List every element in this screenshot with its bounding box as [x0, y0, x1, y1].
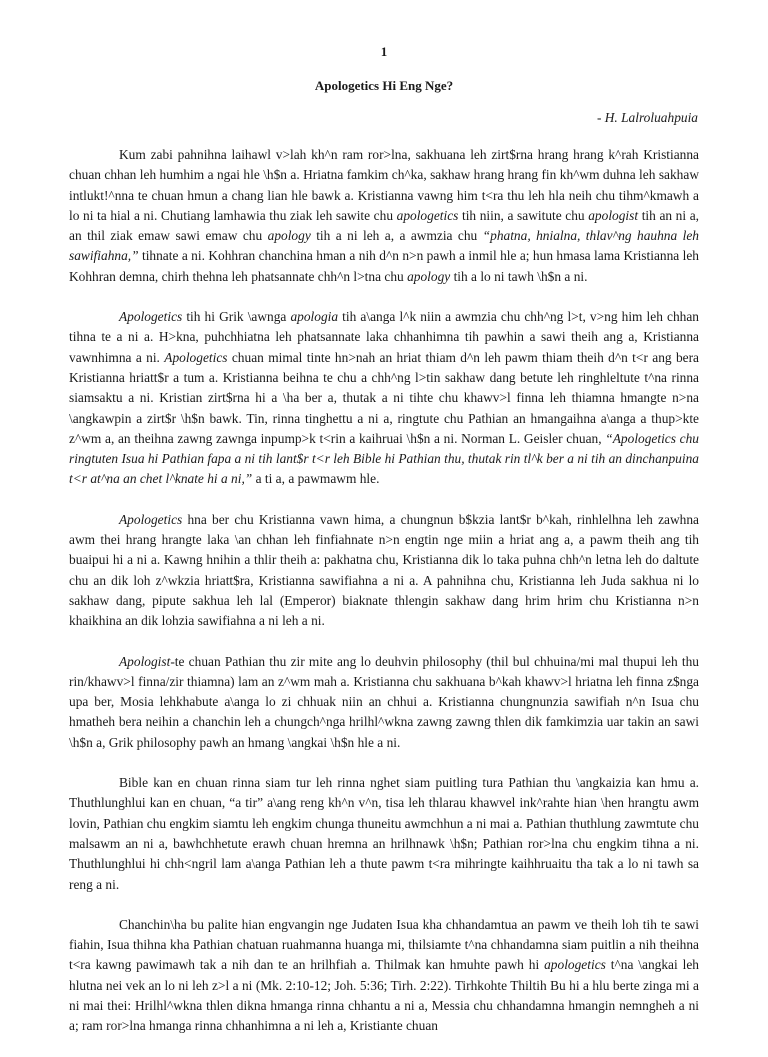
italic-text-run: “phatna, hnialna, thlav^ng hauhna leh sawifiahna,”	[69, 228, 699, 264]
page-number: 1	[380, 44, 388, 59]
italic-text-run: apologia	[290, 309, 339, 325]
italic-text-run: Apologetics	[164, 349, 228, 365]
italic-text-run: “Apologetics chu ringtuten Isua hi Pathian fapa a ni tih lant$r t<r leh Bible hi Pathian thu, thutak rin tl^k ber a ni tih an dinchanpuina t<r at^na an chet l^knate hi a ni,”	[69, 430, 699, 487]
italic-text-run: Apologist	[119, 653, 171, 669]
italic-text-run: apology	[407, 268, 451, 284]
italic-text-run: apology	[267, 228, 311, 244]
text-run: a ti a, a pawmawm hle.	[252, 471, 380, 487]
italic-text-run: apologetics	[544, 957, 606, 973]
text-run: tih a ni leh a, a awmzia chu	[310, 228, 483, 244]
text-run: t^na \angkai leh hlutna nei vek an lo ni leh z>l a ni (Mk. 2:10-12; Joh. 5:36; Tirh. 2:22). Tirhkohte Thiltih Bu hi a hlu berte zinga mi a ni mai thei: Hrilhl^wkna thlen dikna hmanga rinna chhantu a ni a, Messia chu chhandamna hmangin nemngheh a ni a; ram ror>lna hmanga rinna chhanhimna a ni leh a, Kristiante chuan	[69, 957, 699, 1034]
italic-text-run: Apologetics	[119, 511, 183, 527]
paragraph	[69, 773, 699, 895]
document-title: Apologetics Hi Eng Nge?	[314, 78, 454, 93]
text-run: tihnate a ni. Kohhran chanchina hman a nih d^n n>n pawh a inmil hle a; hun hmasa lama Kristianna leh Kohhran demna, chirh thehna leh phatsannate chh^n l>tna chu	[69, 248, 699, 284]
text-run: Bible kan en chuan rinna siam tur leh rinna nghet siam puitling tura Pathian thu \angkaizia kan hmu a. Thuthlunghlui kan en chuan, “a tir” a\ang reng kh^n v^n, tisa leh thlarau khawvel ink^rahte hian \hen hrangtu awm lovin, Pathian chu engkim siamtu leh engkim chunga thuneitu awmchhun a ni mai a. Pathian thuthlung zawmtute chu malsawm an ni a, bawhchhetute erawh chuan hremna an hrilhnawk \h$n; Pathian ror>lna chu engkim tihna a ni. Thuthlunghlui hi chh<ngril lam a\anga Pathian leh a thute pawm t<ra mihringte kaihhruaitu tha tak a lo ni tawh sa reng a ni.	[69, 775, 699, 892]
text-run: chuan mimal tinte hn>nah an hriat thiam d^n leh pawm thiam theih d^n t<r ang bera Kristianna hriatt$r a tum a. Kristianna beihna te chu a chh^ng l>tin sakhaw dang betute leh ringhleltute t^na rinna siamsaktu a ni. Kristian zirt$rna hi a \ha ber a, thutak a ni tihte chu khawv>l finna leh thiamna hmangte n>na \angkawpin a zirt$r \h$n bawk. Tin, rinna tinghettu a ni a, ringtute chu Pathian an hmangaihna a\anga a thup>kte z^wm a, an theihna zawng zawnga inpump>k t<rin a kaihruai \h$n a ni. Norman L. Geisler chuan,	[69, 349, 699, 446]
paragraph	[69, 307, 699, 490]
italic-text-run: apologetics	[396, 207, 459, 223]
document-author: - H. Lalroluahpuia	[596, 110, 698, 125]
text-run: tih niin, a sawitute chu	[458, 207, 589, 223]
italic-text-run: Apologetics	[119, 309, 183, 325]
paragraph	[69, 652, 699, 753]
paragraph	[69, 510, 699, 632]
text-run: tih an ni a, an thil ziak emaw sawi emaw chu	[69, 207, 699, 244]
paragraph	[69, 915, 699, 1037]
text-run: tih a\anga l^k niin a awmzia chu chh^ng l>t, v>ng him leh chhan tihna te a ni a. H>kna, puhchhiatna leh phatsannate laka chhanhimna tih pawhin a sawi theih ang a, Kristianna vawnhimna a ni.	[69, 309, 699, 365]
text-run: hna ber chu Kristianna vawn hima, a chungnun b$kzia lant$r b^kah, rinhlelhna leh zawhna awm thei hrang hrangte laka \an chhan leh finfiahnate n>n engtin nge miin a hriat ang a, a pawm theih ang tih buaipui hi a ni a. Kawng hnihin a thlir theih a: pakhatna chu, Kristianna dik lo taka puhna chh^n letna leh do daltute chu an dik loh z^wkzia hriatt$ra, Kristianna sawifiahna a ni a. A pahnihna chu, Kristianna leh Juda sakhua ni lo sakhaw dang, pipute sakhua leh lal (Emperor) biaknate thlengin sakhaw dang hrim hrim chu Kristianna n>n khaikhina an dik lohzia sawifiahna a ni leh a ni.	[69, 511, 699, 629]
paragraph	[69, 145, 699, 287]
italic-text-run: apologist	[588, 207, 639, 223]
text-run: -te chuan Pathian thu zir mite ang lo deuhvin philosophy (thil bul chhuina/mi mal thupui leh thu rin/khawv>l finna/zir thiamna) lam an z^wm mah a. Kristianna chu sakhuana b^kah khawv>l hriatna leh finna z$nga upa ber, Mosia lehkhabute a\anga lo zi chhuak niin an chhui a. Kristianna chungnunzia sawifiah n^n Isua chu hmatheh bera neihin a chanchin leh a chungch^nga hrilhl^wkna zawng zawng thlen dik famkimzia uar takin an sawi \h$n a, Grik philosophy pawh an hmang \angkai \h$n hle a ni.	[69, 653, 699, 750]
text-run: tih hi Grik \awnga	[182, 309, 291, 325]
text-run: Chanchin\ha bu palite hian engvangin nge Judaten Isua kha chhandamtua an pawm ve theih loh tih te sawi fiahin, Isua thihna kha Pathian chatuan ruahmanna huanga mi, thilsiamte t^na chhandamna siam puitlin a nih theihna t<ra kawng pawimawh tak a nih dan te an hrilhfiah a. Thilmak kan hmuhte pawh hi	[69, 916, 699, 973]
document-body	[69, 145, 699, 1057]
text-run: Kum zabi pahnihna laihawl v>lah kh^n ram ror>lna, sakhuana leh zirt$rna hrang hrang k^rah Kristianna chuan chhan leh humhim a ngai hle \h$n a. Hriatna famkim ch^ka, sakhaw hrang hrang fin kh^wm duhna leh sakhaw intlukt!^nna te chuan hmun a chang lian hle bawk a. Kristianna vawng him t<ra thu leh hla neih chu tihm^kmawh a lo ni ta hial a ni. Chutiang lamhawia thu ziak leh sawite chu	[69, 147, 699, 223]
text-run: tih a lo ni tawh \h$n a ni.	[450, 268, 588, 284]
